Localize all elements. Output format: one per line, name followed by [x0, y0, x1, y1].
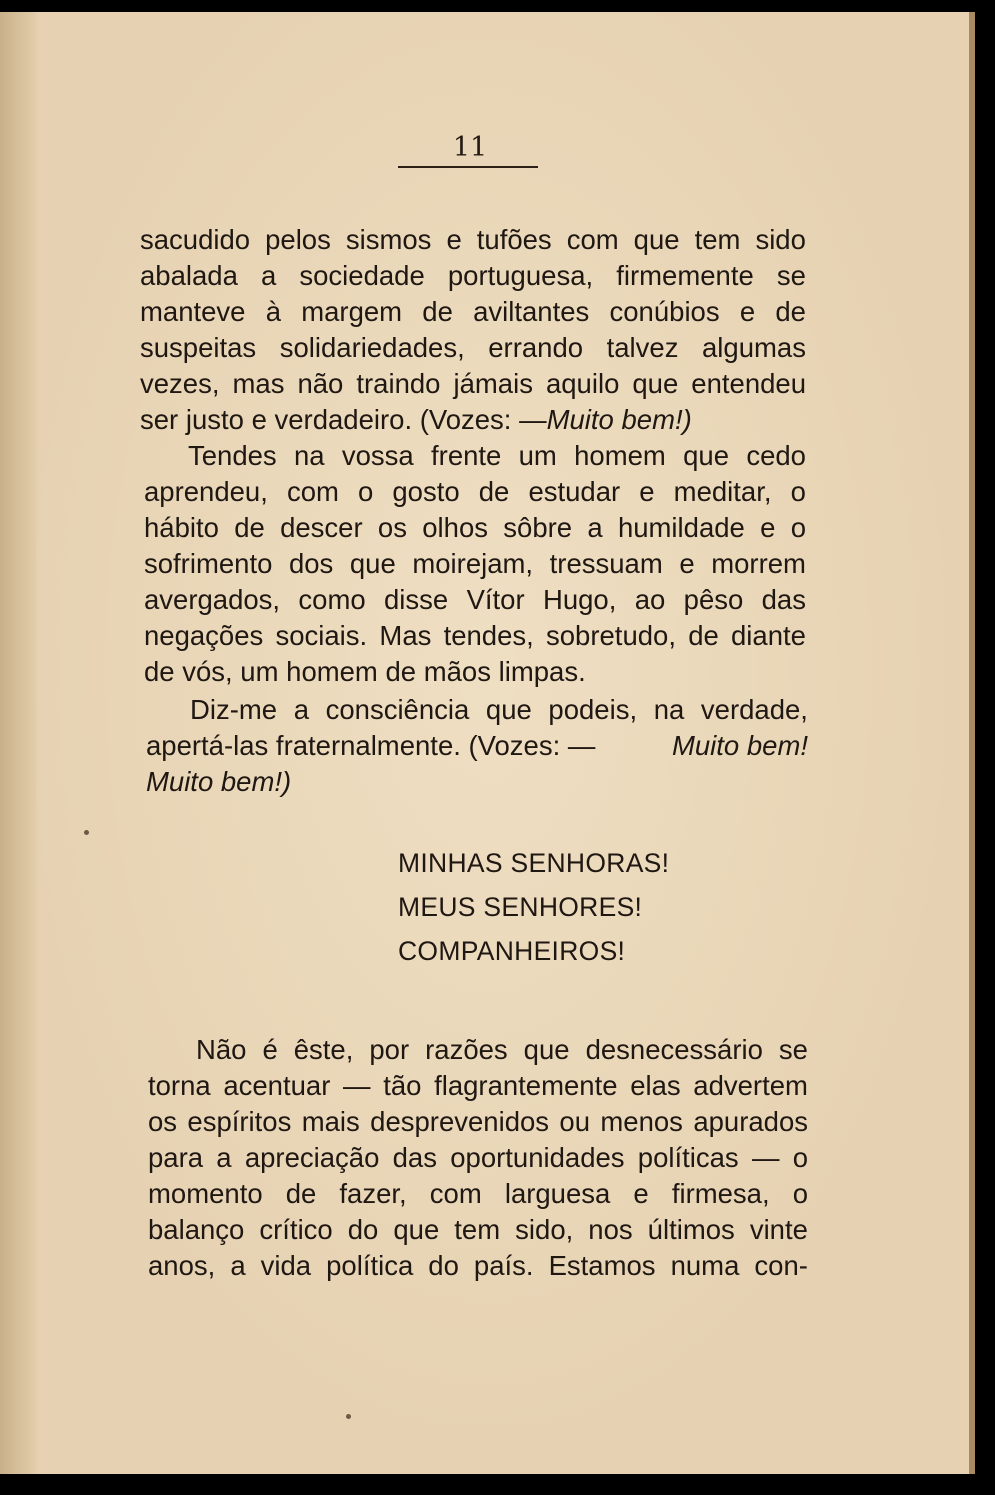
word: momento	[148, 1178, 263, 1209]
word: não	[297, 368, 344, 399]
word: que	[632, 368, 679, 399]
word: balanço	[148, 1214, 245, 1245]
word: larguesa	[504, 1178, 611, 1209]
word: consciência	[325, 694, 470, 725]
word: moirejam,	[412, 548, 534, 579]
text-line	[144, 620, 806, 652]
word: Mas	[379, 620, 432, 651]
text-line	[140, 260, 806, 292]
word: a	[230, 1250, 246, 1281]
word: humildade	[617, 512, 745, 543]
word: que	[633, 224, 680, 255]
word: apreciação	[244, 1142, 380, 1173]
word: errando	[488, 332, 584, 363]
word: o	[792, 1142, 808, 1173]
text-line	[140, 332, 806, 364]
word: e	[739, 296, 756, 327]
text-line	[188, 440, 806, 472]
salutation-line-1: MINHAS SENHORAS!	[398, 848, 670, 878]
word: Estamos	[548, 1250, 656, 1281]
paragraph-2-line-7: de vós, um homem de mãos limpas.	[144, 656, 586, 687]
text-line	[148, 1214, 808, 1246]
word: o	[790, 512, 806, 543]
word: o	[792, 1178, 808, 1209]
word: mas	[232, 368, 285, 399]
text-line	[190, 694, 808, 726]
word: portuguesa,	[447, 260, 594, 291]
word: margem	[301, 296, 403, 327]
word: algumas	[702, 332, 806, 363]
word: sismos	[345, 224, 432, 255]
word: numa	[670, 1250, 740, 1281]
word: desnecessário	[585, 1034, 763, 1065]
text-line	[140, 296, 806, 328]
word: homem	[574, 440, 666, 471]
word: elas	[630, 1070, 681, 1101]
word: e	[639, 476, 655, 507]
word: do	[428, 1250, 459, 1281]
word: das	[392, 1142, 437, 1173]
word: con-	[754, 1250, 808, 1281]
word: vinte	[749, 1214, 808, 1245]
word: tufões	[476, 224, 552, 255]
word: de	[234, 512, 265, 543]
word: políticas	[637, 1142, 739, 1173]
word: manteve	[140, 296, 246, 327]
word: país.	[473, 1250, 534, 1281]
word: sido,	[515, 1214, 574, 1245]
word: estudar	[528, 476, 621, 507]
word: do	[347, 1214, 379, 1245]
word: oportunidades	[450, 1142, 625, 1173]
text-line	[146, 730, 808, 762]
word: que	[349, 548, 396, 579]
page-edge	[969, 12, 975, 1474]
paragraph-3-interjection-2: Muito bem!)	[146, 766, 292, 797]
text-line	[144, 656, 806, 688]
word: que	[393, 1214, 440, 1245]
word: é	[262, 1034, 278, 1065]
word: o	[358, 476, 374, 507]
word: a	[260, 260, 277, 291]
word: mais	[301, 1106, 360, 1137]
word: e	[633, 1178, 649, 1209]
word: dos	[288, 548, 334, 579]
word: sido	[755, 224, 806, 255]
word: sociais.	[275, 620, 368, 651]
word: Hugo,	[542, 584, 617, 615]
word: de	[422, 296, 453, 327]
word: Não	[196, 1034, 247, 1065]
word: a	[587, 512, 603, 543]
word: entendeu	[691, 368, 806, 399]
word: fazer,	[339, 1178, 407, 1209]
word: talvez	[606, 332, 679, 363]
word: aquilo	[545, 368, 620, 399]
word: vossa	[341, 440, 414, 471]
word: menos	[600, 1106, 683, 1137]
word: podeis,	[548, 694, 638, 725]
word: na	[293, 440, 325, 471]
word: tendes,	[443, 620, 534, 651]
word: com	[286, 476, 339, 507]
word: por	[369, 1034, 410, 1065]
word: de	[478, 476, 510, 507]
word: meditar,	[673, 476, 772, 507]
word: os	[148, 1106, 178, 1137]
word: se	[778, 1034, 808, 1065]
word: apurados	[693, 1106, 808, 1137]
word: verdade,	[700, 694, 808, 725]
word: disse	[384, 584, 449, 615]
word: firmemente	[616, 260, 754, 291]
word: de	[285, 1178, 317, 1209]
text-line	[148, 1106, 808, 1138]
word: descer	[280, 512, 363, 543]
text-line	[144, 584, 806, 616]
word: e	[679, 548, 695, 579]
text-line	[144, 512, 806, 544]
word: advertem	[693, 1070, 808, 1101]
text-line	[144, 548, 806, 580]
word: suspeitas	[140, 332, 257, 363]
word: como	[298, 584, 366, 615]
word: de	[775, 296, 806, 327]
word: vezes,	[140, 368, 220, 399]
word: o	[790, 476, 806, 507]
word: nos	[588, 1214, 633, 1245]
word: —	[343, 1070, 371, 1101]
word: se	[776, 260, 806, 291]
word: tem	[454, 1214, 501, 1245]
word: avergados,	[144, 584, 281, 615]
word: Tendes	[188, 440, 277, 471]
word: firmesa,	[671, 1178, 770, 1209]
text-line	[140, 368, 806, 400]
word: que	[485, 694, 532, 725]
word: aprendeu,	[144, 476, 268, 507]
word: das	[761, 584, 806, 615]
word: sôbre	[503, 512, 573, 543]
word: gosto	[392, 476, 460, 507]
paragraph-3-interjection-1: Muito bem!	[671, 730, 808, 761]
page-number-rule	[398, 166, 538, 168]
word: a	[216, 1142, 232, 1173]
word: conúbios	[609, 296, 720, 327]
word: espíritos	[187, 1106, 292, 1137]
paragraph-3-line-2: apertá-las fraternalmente. (Vozes: —	[146, 730, 596, 761]
word: acentuar	[223, 1070, 331, 1101]
word: os	[377, 512, 407, 543]
word: anos,	[148, 1250, 216, 1281]
word: pelos	[265, 224, 331, 255]
word: e	[760, 512, 776, 543]
word: na	[653, 694, 685, 725]
word: negações	[144, 620, 264, 651]
text-line	[146, 766, 808, 798]
book-page	[0, 12, 975, 1474]
word: jámais	[453, 368, 533, 399]
word: diante	[731, 620, 806, 651]
word: pêso	[683, 584, 744, 615]
word: que	[683, 440, 730, 471]
word: à	[265, 296, 281, 327]
word: tem	[694, 224, 741, 255]
text-line	[148, 1178, 808, 1210]
word: cedo	[746, 440, 806, 471]
word: crítico	[259, 1214, 333, 1245]
word: sociedade	[299, 260, 425, 291]
word: últimos	[647, 1214, 735, 1245]
word: com	[429, 1178, 482, 1209]
word: solidariedades,	[279, 332, 465, 363]
word: desprevenidos	[370, 1106, 550, 1137]
page-gutter	[0, 12, 36, 1474]
word: morrem	[711, 548, 806, 579]
text-line	[196, 1034, 808, 1066]
word: vida	[260, 1250, 312, 1281]
word: tão	[383, 1070, 422, 1101]
word: traindo	[356, 368, 441, 399]
word: sobretudo,	[546, 620, 676, 651]
salutation-line-3: COMPANHEIROS!	[398, 936, 626, 966]
word: aviltantes	[473, 296, 590, 327]
word: sofrimento	[144, 548, 273, 579]
word: a	[293, 694, 309, 725]
word: que	[523, 1034, 570, 1065]
word: um	[518, 440, 557, 471]
word: e	[446, 224, 462, 255]
word: política	[326, 1250, 414, 1281]
paper-speck	[84, 830, 89, 835]
word: razões	[425, 1034, 508, 1065]
word: hábito	[144, 512, 219, 543]
word: —	[751, 1142, 780, 1173]
word: ou	[559, 1106, 591, 1137]
paper-speck	[346, 1414, 351, 1419]
text-line	[140, 224, 806, 256]
word: Diz-me	[190, 694, 278, 725]
word: êste,	[293, 1034, 354, 1065]
word: com	[566, 224, 619, 255]
word: de	[688, 620, 719, 651]
word: torna	[148, 1070, 211, 1101]
text-line	[148, 1250, 808, 1282]
word: tressuam	[549, 548, 663, 579]
text-line	[140, 404, 806, 436]
word: olhos	[422, 512, 488, 543]
paragraph-1-interjection: Muito bem!)	[546, 404, 692, 435]
text-line	[148, 1070, 808, 1102]
text-line	[148, 1142, 808, 1174]
word: Vítor	[466, 584, 525, 615]
text-line	[144, 476, 806, 508]
word: abalada	[140, 260, 238, 291]
word: frente	[431, 440, 502, 471]
paragraph-1-line-6: ser justo e verdadeiro. (Vozes: —	[140, 404, 547, 435]
word: ao	[634, 584, 666, 615]
salutation-line-2: MEUS SENHORES!	[398, 892, 643, 922]
word: sacudido	[140, 224, 251, 255]
page-number: 11	[452, 132, 488, 163]
word: flagrantemente	[434, 1070, 618, 1101]
word: para	[148, 1142, 204, 1173]
